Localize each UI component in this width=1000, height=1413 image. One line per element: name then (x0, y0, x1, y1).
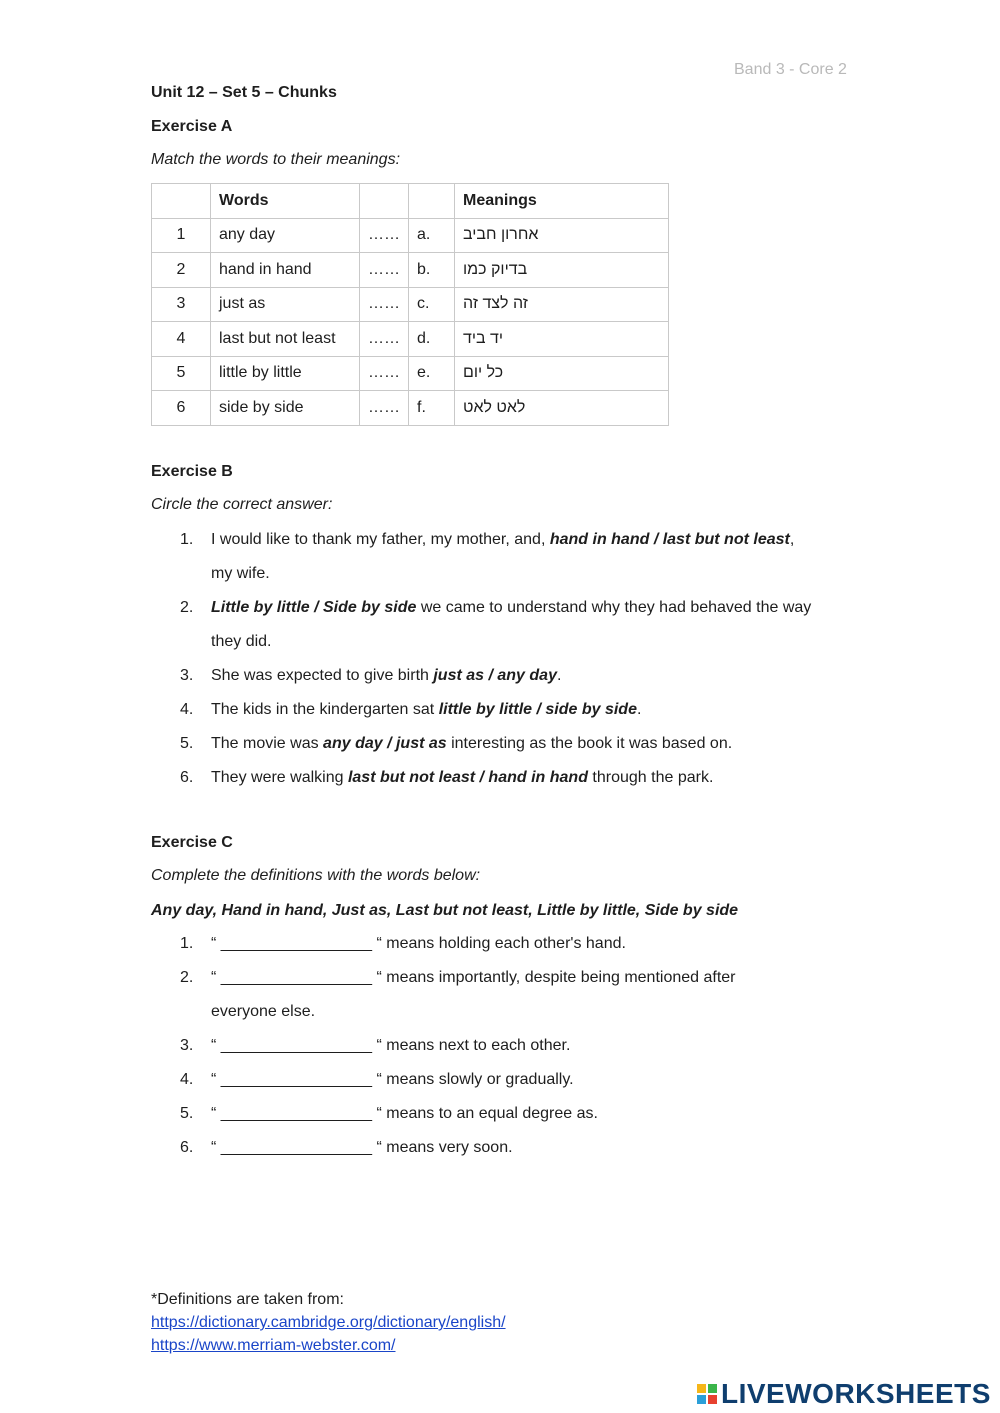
item-text-continued: they did. (211, 633, 272, 650)
row-number: 2 (152, 253, 211, 288)
item-number: 5. (180, 735, 194, 752)
logo-square (708, 1395, 717, 1404)
item-text: The kids in the kindergarten sat (211, 701, 439, 718)
header-cell-blank (360, 184, 409, 219)
row-number: 6 (152, 391, 211, 426)
answer-blank[interactable]: …… (360, 218, 409, 253)
liveworksheets-brand[interactable] (697, 1378, 991, 1410)
definition-text[interactable]: “ _________________ “ means very soon. (211, 1139, 513, 1156)
item-text: The movie was (211, 735, 324, 752)
answer-choice[interactable]: hand in hand / last but not least (549, 531, 790, 548)
row-word: last but not least (211, 322, 360, 357)
exercise-b-instruction: Circle the correct answer: (151, 496, 333, 513)
row-letter: b. (409, 253, 455, 288)
item-number: 4. (180, 1071, 194, 1088)
row-meaning: לאט לאט (463, 398, 526, 416)
item-text: I would like to thank my father, my mother, and, (211, 531, 550, 548)
item-text: , (789, 531, 795, 548)
row-word: side by side (211, 391, 360, 426)
item-text: . (636, 701, 642, 718)
row-number: 5 (152, 356, 211, 391)
header-meanings: Meanings (455, 184, 669, 219)
list-item (151, 1097, 851, 1131)
list-item (151, 761, 851, 795)
answer-choice[interactable]: little by little / side by side (438, 701, 637, 718)
word-bank: Any day, Hand in hand, Just as, Last but not least, Little by little, Side by side (151, 902, 739, 919)
answer-choice[interactable]: last but not least / hand in hand (347, 769, 588, 786)
exercise-c-title: Exercise C (151, 834, 233, 851)
item-text: we came to understand why they had behaved the way (416, 599, 812, 616)
footer-sources (151, 1288, 506, 1357)
row-letter: e. (409, 356, 455, 391)
list-item (151, 659, 851, 693)
table-row (152, 253, 669, 288)
brand-logo-icon (697, 1384, 717, 1404)
item-text: interesting as the book it was based on. (446, 735, 733, 752)
header-cell-num (152, 184, 211, 219)
answer-blank[interactable]: …… (360, 391, 409, 426)
table-row (152, 391, 669, 426)
row-meaning: זה לצד זה (463, 295, 528, 313)
row-meaning: יד ביד (463, 329, 504, 347)
item-number: 5. (180, 1105, 194, 1122)
cambridge-link[interactable]: https://dictionary.cambridge.org/dictionary/english/ (151, 1314, 506, 1331)
exercise-b-list (151, 523, 851, 795)
table-row (152, 287, 669, 322)
definition-text[interactable]: “ _________________ “ means holding each other's hand. (211, 935, 626, 952)
table-row (152, 218, 669, 253)
row-letter: a. (409, 218, 455, 253)
row-word: hand in hand (211, 253, 360, 288)
item-number: 1. (180, 935, 194, 952)
row-word: just as (211, 287, 360, 322)
matching-table (151, 183, 669, 426)
row-letter: d. (409, 322, 455, 357)
list-item (151, 927, 851, 961)
row-letter: c. (409, 287, 455, 322)
item-text-continued: my wife. (211, 565, 270, 582)
item-number: 6. (180, 1139, 194, 1156)
answer-blank[interactable]: …… (360, 253, 409, 288)
logo-square (708, 1384, 717, 1393)
exercise-c-instruction: Complete the definitions with the words below: (151, 867, 481, 884)
item-text: through the park. (587, 769, 714, 786)
answer-choice[interactable]: just as / any day (433, 667, 557, 684)
item-number: 2. (180, 599, 194, 616)
table-row (152, 356, 669, 391)
exercise-c-list (151, 927, 851, 1165)
row-word: any day (211, 218, 360, 253)
exercise-a-instruction: Match the words to their meanings: (151, 151, 401, 168)
list-item (151, 591, 851, 659)
logo-square (697, 1395, 706, 1404)
list-item (151, 727, 851, 761)
header-cell-letter (409, 184, 455, 219)
item-number: 1. (180, 531, 194, 548)
exercise-a-title: Exercise A (151, 118, 233, 135)
answer-choice[interactable]: Little by little / Side by side (211, 599, 417, 616)
list-item (151, 1131, 851, 1165)
sources-note: *Definitions are taken from: (151, 1291, 344, 1308)
row-number: 4 (152, 322, 211, 357)
list-item (151, 523, 851, 591)
row-word: little by little (211, 356, 360, 391)
answer-blank[interactable]: …… (360, 287, 409, 322)
row-number: 3 (152, 287, 211, 322)
list-item (151, 1063, 851, 1097)
page-title: Unit 12 – Set 5 – Chunks (151, 84, 337, 101)
item-text: She was expected to give birth (211, 667, 434, 684)
list-item (151, 1029, 851, 1063)
answer-blank[interactable]: …… (360, 356, 409, 391)
logo-square (697, 1384, 706, 1393)
item-number: 3. (180, 1037, 194, 1054)
item-number: 6. (180, 769, 194, 786)
item-text: They were walking (211, 769, 348, 786)
definition-text[interactable]: “ _________________ “ means slowly or gradually. (211, 1071, 574, 1088)
item-number: 3. (180, 667, 194, 684)
list-item (151, 693, 851, 727)
item-text: . (556, 667, 562, 684)
row-number: 1 (152, 218, 211, 253)
table-header-row (152, 184, 669, 219)
item-text-continued: everyone else. (211, 1003, 316, 1020)
row-meaning: בדיוק כמו (463, 260, 528, 278)
answer-choice[interactable]: any day / just as (323, 735, 447, 752)
item-number: 4. (180, 701, 194, 718)
merriam-webster-link[interactable]: https://www.merriam-webster.com/ (151, 1337, 396, 1354)
answer-blank[interactable]: …… (360, 322, 409, 357)
definition-text[interactable]: “ _________________ “ means importantly, despite being mentioned after (211, 969, 736, 986)
item-number: 2. (180, 969, 194, 986)
row-meaning: כל יום (463, 364, 504, 382)
header-label: Band 3 - Core 2 (734, 61, 847, 78)
definition-text[interactable]: “ _________________ “ means to an equal degree as. (211, 1105, 598, 1122)
brand-name: LIVEWORKSHEETS (721, 1378, 991, 1409)
header-words: Words (211, 184, 360, 219)
definition-text[interactable]: “ _________________ “ means next to each other. (211, 1037, 571, 1054)
row-meaning: אחרון חביב (463, 226, 539, 244)
table-row (152, 322, 669, 357)
exercise-b-title: Exercise B (151, 463, 233, 480)
row-letter: f. (409, 391, 455, 426)
list-item (151, 961, 851, 1029)
